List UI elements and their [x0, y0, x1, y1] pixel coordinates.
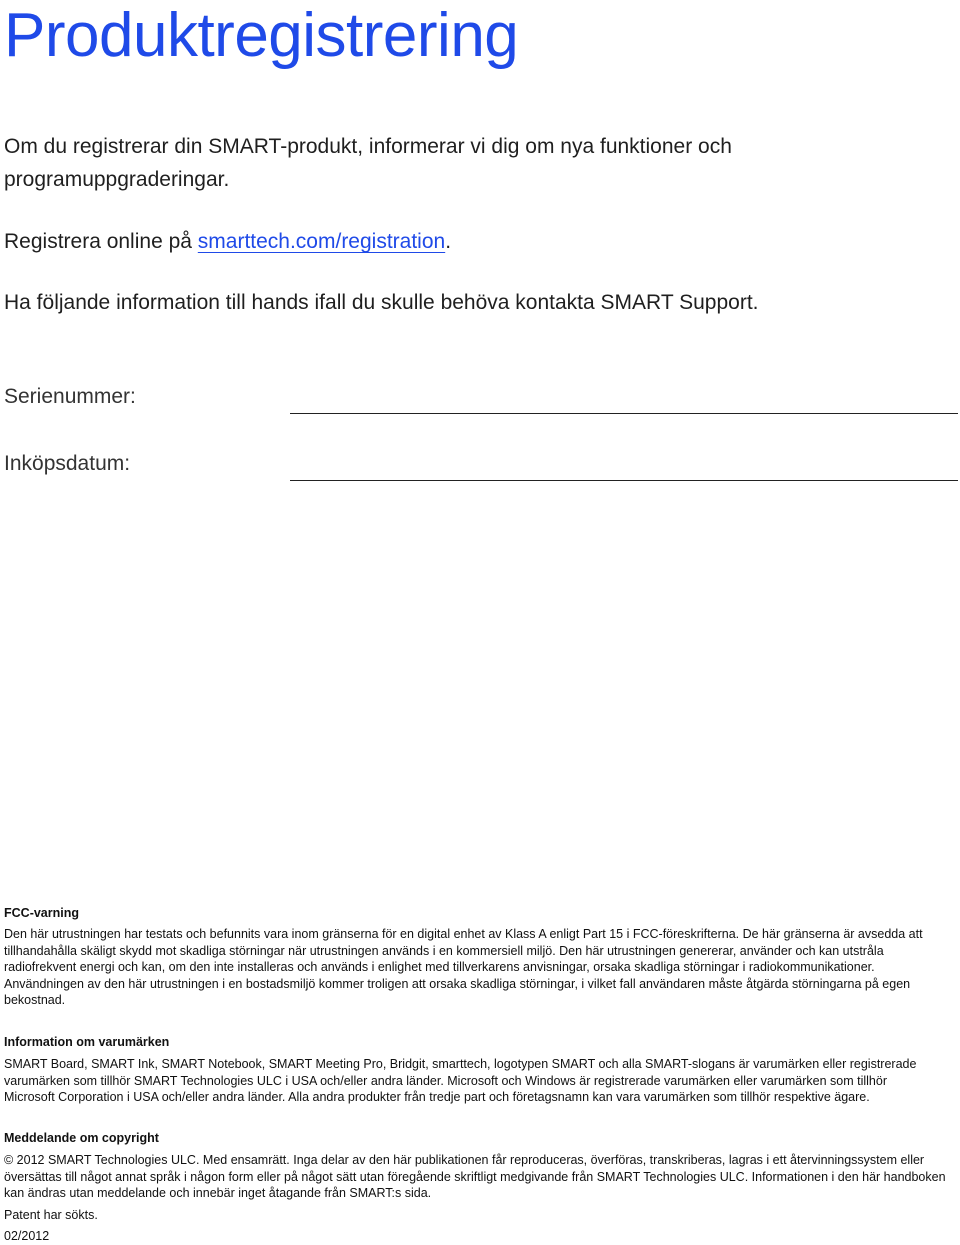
- support-line: Ha följande information till hands ifall du skulle behöva kontakta SMART Support.: [4, 291, 759, 314]
- fcc-line-4: Användningen av den här utrustningen i en bostadsmiljö kommer troligen att orsaka skadliga störningar, i vilket fall användaren måste åtgärda störningarna på egen: [4, 976, 911, 991]
- copyright-line-2: översättas till något annat språk i någon form eller på något sätt utan föregående skriftligt medgivande från SMART Technologies ULC. Informationen i den här handboken: [4, 1169, 946, 1184]
- copyright-line-3: kan ändras utan meddelande och innebär inget åtagande från SMART:s sida.: [4, 1186, 432, 1201]
- fcc-line-5: bekostnad.: [4, 993, 66, 1008]
- fcc-text: [4, 926, 954, 1009]
- trademarks-line-3: Microsoft Corporation i USA och/eller andra länder. Alla andra produkter från tredje part och företagsnamn kan vara varumärken som tillhör respektive ägare.: [4, 1090, 870, 1105]
- intro-line-1: Om du registrerar din SMART-produkt, informerar vi dig om nya funktioner och: [4, 135, 732, 158]
- register-suffix: .: [445, 230, 452, 253]
- fcc-heading: FCC-varning: [4, 906, 79, 920]
- copyright-line-1: © 2012 SMART Technologies ULC. Med ensamrätt. Inga delar av den här publikationen får reproduceras, överföras, transkriberas, lagras i ett återvinningssystem eller: [4, 1153, 925, 1167]
- registration-link[interactable]: smarttech.com/registration: [197, 230, 446, 253]
- fcc-line-2: tillhandahålla skäligt skydd mot skadliga störningar när utrustningen används i en kommersiell miljö. Den här utrustningen genererar, använder och kan utstråla: [4, 943, 884, 958]
- patent-note: Patent har sökts.: [4, 1208, 98, 1222]
- purchase-date-label: Inköpsdatum:: [4, 452, 131, 475]
- trademarks-text: [4, 1056, 954, 1106]
- fcc-line-3: radiofrekvent energi och kan, om den inte installeras och används i enlighet med tillverkarens anvisningar, orsaka skadliga störningar i radiokommunikationer.: [4, 960, 875, 975]
- copyright-text: [4, 1152, 954, 1202]
- purchase-date-field-line[interactable]: [290, 480, 958, 481]
- document-date: 02/2012: [4, 1229, 50, 1243]
- trademarks-line-1: SMART Board, SMART Ink, SMART Notebook, SMART Meeting Pro, Bridgit, smarttech, logotypen SMART och alla SMART-slogans är varumärken eller registrerade: [4, 1057, 917, 1071]
- copyright-heading: Meddelande om copyright: [4, 1131, 159, 1145]
- serial-number-field-line[interactable]: [290, 413, 958, 414]
- page-title: Produktregistrering: [4, 1, 519, 70]
- register-line: [4, 225, 451, 258]
- serial-number-label: Serienummer:: [4, 385, 136, 408]
- fcc-line-1: Den här utrustningen har testats och befunnits vara inom gränserna för en digital enhet av Klass A enligt Part 15 i FCC-föreskrifterna. De här gränserna är avsedda att: [4, 927, 923, 941]
- register-prefix: Registrera online på: [4, 230, 198, 253]
- trademarks-line-2: varumärken som tillhör SMART Technologies ULC i USA och/eller andra länder. Microsoft och Windows är registrerade varumärken eller varumärken som tillhör: [4, 1073, 888, 1088]
- intro-line-2: programuppgraderingar.: [4, 168, 230, 191]
- trademarks-heading: Information om varumärken: [4, 1035, 170, 1049]
